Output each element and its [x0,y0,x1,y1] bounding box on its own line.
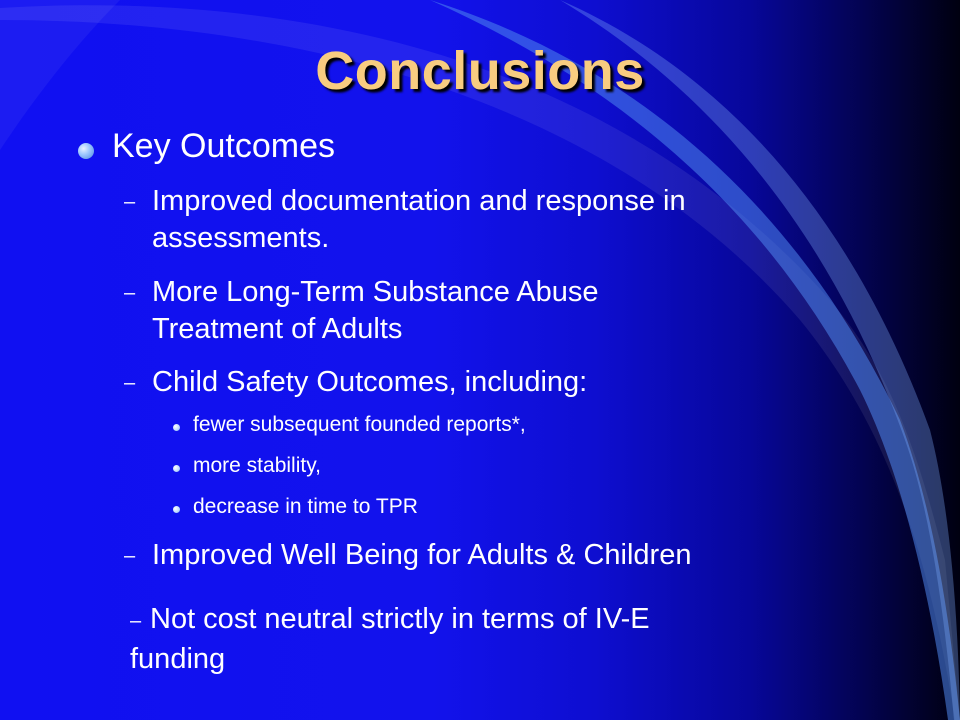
dash-icon: – [124,282,136,304]
key-outcomes-heading: Key Outcomes [112,127,335,165]
small-bullet-icon [173,424,180,431]
outcome-item-3-line-1: Child Safety Outcomes, including: [152,366,588,398]
outcome-item-2-line-2: Treatment of Adults [152,313,403,345]
dash-icon: – [124,372,136,394]
outcome-item-4-line-1: Improved Well Being for Adults & Children [152,539,692,571]
bullet-icon [78,143,94,159]
slide-title: Conclusions [315,41,645,101]
note-line-1: Not cost neutral strictly in terms of IV-E [150,603,650,635]
subitem-2: more stability, [193,454,321,477]
subitem-3: decrease in time to TPR [193,495,418,518]
outcome-item-1-line-2: assessments. [152,222,330,254]
dash-icon: – [130,610,142,632]
outcome-item-1-line-1: Improved documentation and response in [152,185,686,217]
subitem-1: fewer subsequent founded reports*, [193,413,526,436]
outcome-item-2-line-1: More Long-Term Substance Abuse [152,276,599,308]
small-bullet-icon [173,506,180,513]
dash-icon: – [124,191,136,213]
dash-icon: – [124,545,136,567]
small-bullet-icon [173,465,180,472]
note-line-2: funding [130,643,226,675]
